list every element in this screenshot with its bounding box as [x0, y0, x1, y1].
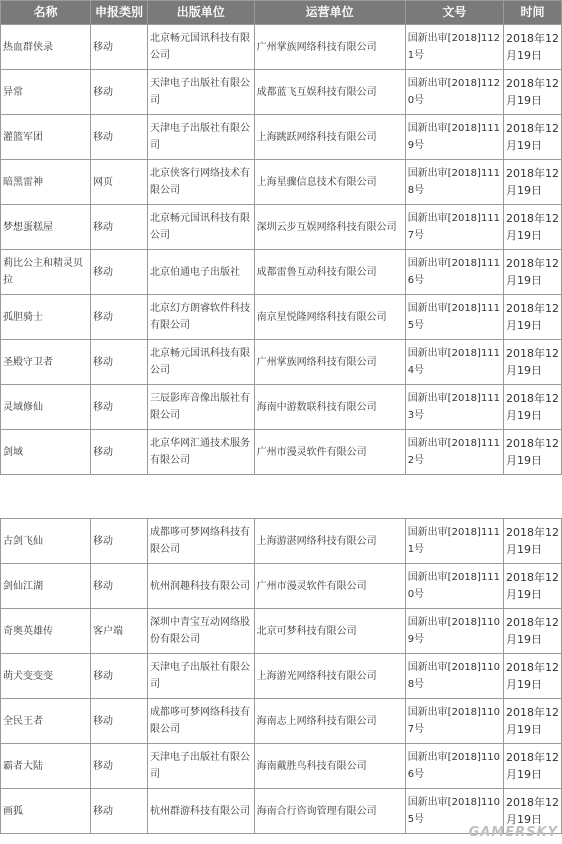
cell-operator: 海南合行咨询管理有限公司	[254, 789, 405, 834]
approval-table-bottom	[0, 518, 562, 834]
cell-category: 移动	[91, 430, 148, 475]
cell-operator: 广州市漫灵软件有限公司	[254, 564, 405, 609]
cell-approval-number: 国新出审[2018]1113号	[405, 385, 503, 430]
table-row	[1, 564, 562, 609]
cell-category: 移动	[91, 654, 148, 699]
cell-approval-number: 国新出审[2018]1114号	[405, 340, 503, 385]
cell-name: 霸者大陆	[1, 744, 91, 789]
cell-date: 2018年12月19日	[504, 385, 562, 430]
cell-name: 热血群侠录	[1, 25, 91, 70]
cell-date: 2018年12月19日	[504, 430, 562, 475]
cell-publisher: 北京幻方朗睿软件科技有限公司	[147, 295, 254, 340]
cell-publisher: 北京伯通电子出版社	[147, 250, 254, 295]
cell-category: 移动	[91, 519, 148, 564]
cell-operator: 广州掌族网络科技有限公司	[254, 340, 405, 385]
table-row	[1, 205, 562, 250]
cell-operator: 深圳云步互娱网络科技有限公司	[254, 205, 405, 250]
header-row	[1, 1, 562, 25]
cell-date: 2018年12月19日	[504, 609, 562, 654]
cell-approval-number: 国新出审[2018]1117号	[405, 205, 503, 250]
cell-approval-number: 国新出审[2018]1105号	[405, 789, 503, 834]
cell-date: 2018年12月19日	[504, 160, 562, 205]
cell-approval-number: 国新出审[2018]1111号	[405, 519, 503, 564]
cell-name: 全民王者	[1, 699, 91, 744]
table-row	[1, 609, 562, 654]
cell-publisher: 杭州群游科技有限公司	[147, 789, 254, 834]
cell-operator: 上海星骤信息技术有限公司	[254, 160, 405, 205]
cell-publisher: 杭州润趣科技有限公司	[147, 564, 254, 609]
cell-name: 莉比公主和精灵贝拉	[1, 250, 91, 295]
cell-operator: 南京星悦隆网络科技有限公司	[254, 295, 405, 340]
cell-date: 2018年12月19日	[504, 340, 562, 385]
cell-name: 圣殿守卫者	[1, 340, 91, 385]
cell-publisher: 北京畅元国讯科技有限公司	[147, 340, 254, 385]
header-date: 时间	[504, 1, 562, 25]
cell-approval-number: 国新出审[2018]1109号	[405, 609, 503, 654]
cell-category: 移动	[91, 385, 148, 430]
cell-approval-number: 国新出审[2018]1116号	[405, 250, 503, 295]
cell-date: 2018年12月19日	[504, 70, 562, 115]
cell-date: 2018年12月19日	[504, 519, 562, 564]
cell-name: 奇奥英雄传	[1, 609, 91, 654]
table-row	[1, 115, 562, 160]
cell-category: 移动	[91, 250, 148, 295]
cell-date: 2018年12月19日	[504, 789, 562, 834]
cell-category: 移动	[91, 699, 148, 744]
cell-publisher: 北京侠客行网络技术有限公司	[147, 160, 254, 205]
cell-name: 孤胆骑士	[1, 295, 91, 340]
cell-date: 2018年12月19日	[504, 699, 562, 744]
cell-category: 移动	[91, 340, 148, 385]
cell-approval-number: 国新出审[2018]1106号	[405, 744, 503, 789]
cell-name: 剑仙江湖	[1, 564, 91, 609]
table-row	[1, 519, 562, 564]
cell-date: 2018年12月19日	[504, 205, 562, 250]
cell-publisher: 北京畅元国讯科技有限公司	[147, 205, 254, 250]
cell-date: 2018年12月19日	[504, 654, 562, 699]
table-body-top	[1, 25, 562, 475]
cell-publisher: 成都哆可梦网络科技有限公司	[147, 519, 254, 564]
cell-approval-number: 国新出审[2018]1120号	[405, 70, 503, 115]
cell-publisher: 三辰影库音像出版社有限公司	[147, 385, 254, 430]
cell-category: 移动	[91, 564, 148, 609]
cell-operator: 广州市漫灵软件有限公司	[254, 430, 405, 475]
cell-publisher: 北京华网汇通技术服务有限公司	[147, 430, 254, 475]
cell-approval-number: 国新出审[2018]1118号	[405, 160, 503, 205]
cell-operator: 上海游湛网络科技有限公司	[254, 519, 405, 564]
cell-approval-number: 国新出审[2018]1115号	[405, 295, 503, 340]
cell-name: 萌犬变变变	[1, 654, 91, 699]
cell-operator: 广州掌族网络科技有限公司	[254, 25, 405, 70]
table-row	[1, 295, 562, 340]
cell-name: 暗黑雷神	[1, 160, 91, 205]
cell-publisher: 天津电子出版社有限公司	[147, 115, 254, 160]
cell-publisher: 成都哆可梦网络科技有限公司	[147, 699, 254, 744]
cell-publisher: 深圳中青宝互动网络股份有限公司	[147, 609, 254, 654]
cell-operator: 成都蓝飞互娱科技有限公司	[254, 70, 405, 115]
cell-category: 移动	[91, 205, 148, 250]
cell-operator: 海南戴胜鸟科技有限公司	[254, 744, 405, 789]
cell-operator: 上海跳跃网络科技有限公司	[254, 115, 405, 160]
cell-operator: 上海游光网络科技有限公司	[254, 654, 405, 699]
cell-date: 2018年12月19日	[504, 564, 562, 609]
cell-name: 梦想蛋糕屋	[1, 205, 91, 250]
cell-name: 剑域	[1, 430, 91, 475]
header-publisher: 出版单位	[147, 1, 254, 25]
cell-publisher: 天津电子出版社有限公司	[147, 654, 254, 699]
table-row	[1, 70, 562, 115]
cell-approval-number: 国新出审[2018]1108号	[405, 654, 503, 699]
table-body-bottom	[1, 519, 562, 834]
cell-approval-number: 国新出审[2018]1121号	[405, 25, 503, 70]
cell-name: 古剑飞仙	[1, 519, 91, 564]
table-row	[1, 250, 562, 295]
cell-category: 移动	[91, 115, 148, 160]
cell-category: 移动	[91, 789, 148, 834]
table-row	[1, 699, 562, 744]
cell-operator: 海南志上网络科技有限公司	[254, 699, 405, 744]
cell-approval-number: 国新出审[2018]1119号	[405, 115, 503, 160]
header-approval-number: 文号	[405, 1, 503, 25]
cell-date: 2018年12月19日	[504, 25, 562, 70]
table-row	[1, 25, 562, 70]
table-row	[1, 744, 562, 789]
cell-publisher: 天津电子出版社有限公司	[147, 744, 254, 789]
cell-category: 客户端	[91, 609, 148, 654]
table-row	[1, 340, 562, 385]
cell-approval-number: 国新出审[2018]1107号	[405, 699, 503, 744]
cell-approval-number: 国新出审[2018]1110号	[405, 564, 503, 609]
header-name: 名称	[1, 1, 91, 25]
table-row	[1, 385, 562, 430]
cell-publisher: 北京畅元国讯科技有限公司	[147, 25, 254, 70]
cell-category: 网页	[91, 160, 148, 205]
cell-name: 灌篮军团	[1, 115, 91, 160]
cell-operator: 海南中游数联科技有限公司	[254, 385, 405, 430]
cell-name: 画狐	[1, 789, 91, 834]
cell-date: 2018年12月19日	[504, 250, 562, 295]
header-operator: 运营单位	[254, 1, 405, 25]
cell-category: 移动	[91, 295, 148, 340]
header-category: 申报类别	[91, 1, 148, 25]
cell-publisher: 天津电子出版社有限公司	[147, 70, 254, 115]
cell-name: 灵域修仙	[1, 385, 91, 430]
cell-operator: 成都雷鲁互动科技有限公司	[254, 250, 405, 295]
cell-date: 2018年12月19日	[504, 295, 562, 340]
cell-category: 移动	[91, 70, 148, 115]
table-row	[1, 430, 562, 475]
cell-operator: 北京可梦科技有限公司	[254, 609, 405, 654]
cell-date: 2018年12月19日	[504, 744, 562, 789]
cell-approval-number: 国新出审[2018]1112号	[405, 430, 503, 475]
table-row	[1, 654, 562, 699]
table-row	[1, 160, 562, 205]
cell-date: 2018年12月19日	[504, 115, 562, 160]
cell-name: 异常	[1, 70, 91, 115]
cell-category: 移动	[91, 744, 148, 789]
watermark-logo: GAMERSKY	[468, 825, 558, 840]
cell-category: 移动	[91, 25, 148, 70]
